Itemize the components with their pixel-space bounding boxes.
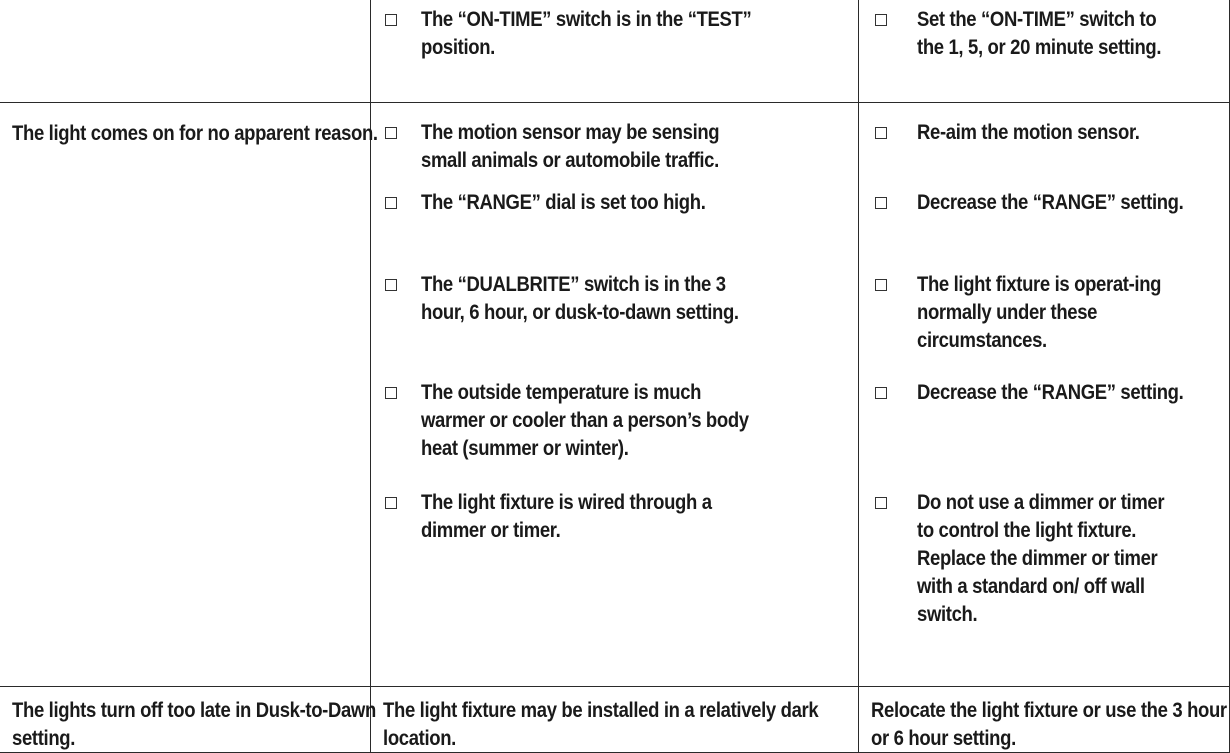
- checkbox-icon: [385, 279, 397, 291]
- cause-text: The “ON-TIME” switch is in the “TEST” position.: [421, 0, 765, 61]
- solution-cell: [858, 0, 1229, 102]
- cause-bullet: [371, 183, 858, 265]
- table-row: [0, 0, 1229, 102]
- checkbox-icon: [875, 127, 887, 139]
- solution-cell: [858, 102, 1229, 686]
- solution-bullet: [859, 0, 1229, 61]
- problem-cell: [0, 0, 370, 102]
- problem-text: The lights turn off too late in Dusk-to-Dawn setting.: [0, 687, 381, 752]
- checkbox-icon: [385, 14, 397, 26]
- table-row: [0, 686, 1229, 752]
- solution-text: Do not use a dimmer or timer to control the light fixture. Replace the dimmer or timer with a standard on/ off wall switch.: [917, 483, 1185, 628]
- solution-bullet: [859, 183, 1229, 265]
- solution-text: Decrease the “RANGE” setting.: [917, 373, 1185, 406]
- problem-text: [0, 0, 381, 16]
- problem-text: The light comes on for no apparent reason.: [0, 103, 381, 147]
- cause-text: The outside temperature is much warmer or cooler than a person’s body heat (summer or winter).: [421, 373, 765, 462]
- solution-text: Re-aim the motion sensor.: [917, 113, 1185, 146]
- checkbox-icon: [385, 497, 397, 509]
- problem-cell: [0, 102, 370, 686]
- cause-bullet: [371, 373, 858, 483]
- cause-text: The “DUALBRITE” switch is in the 3 hour, 6 hour, or dusk-to-dawn setting.: [421, 265, 765, 326]
- solution-text: The light fixture is operat-ing normally under these circumstances.: [917, 265, 1185, 354]
- solution-bullet: [859, 483, 1229, 643]
- checkbox-icon: [385, 127, 397, 139]
- cause-bullet: [371, 0, 858, 96]
- cause-text: The motion sensor may be sensing small animals or automobile traffic.: [421, 113, 765, 174]
- checkbox-icon: [875, 14, 887, 26]
- checkbox-icon: [385, 197, 397, 209]
- checkbox-icon: [875, 497, 887, 509]
- checkbox-icon: [875, 279, 887, 291]
- cause-cell: [370, 686, 858, 752]
- cause-bullet: [371, 113, 858, 183]
- cause-text: The “RANGE” dial is set too high.: [421, 183, 765, 216]
- cause-cell: [370, 0, 858, 102]
- problem-cell: [0, 686, 370, 752]
- solution-text: Decrease the “RANGE” setting.: [917, 183, 1185, 216]
- checkbox-icon: [385, 387, 397, 399]
- solution-bullet: [859, 113, 1229, 183]
- cause-cell: [370, 102, 858, 686]
- cause-bullet: [371, 483, 858, 613]
- checkbox-icon: [875, 197, 887, 209]
- solution-bullet: [859, 265, 1229, 373]
- solution-text: Set the “ON-TIME” switch to the 1, 5, or 20 minute setting.: [917, 0, 1185, 61]
- solution-cell: [858, 686, 1229, 752]
- solution-text: Relocate the light fixture or use the 3 hour or 6 hour setting.: [859, 687, 1230, 752]
- cause-text: The light fixture may be installed in a relatively dark location.: [371, 687, 869, 752]
- checkbox-icon: [875, 387, 887, 399]
- solution-bullet: [859, 373, 1229, 483]
- cause-bullet: [371, 265, 858, 373]
- cause-text: The light fixture is wired through a dimmer or timer.: [421, 483, 765, 544]
- table-row: [0, 102, 1229, 686]
